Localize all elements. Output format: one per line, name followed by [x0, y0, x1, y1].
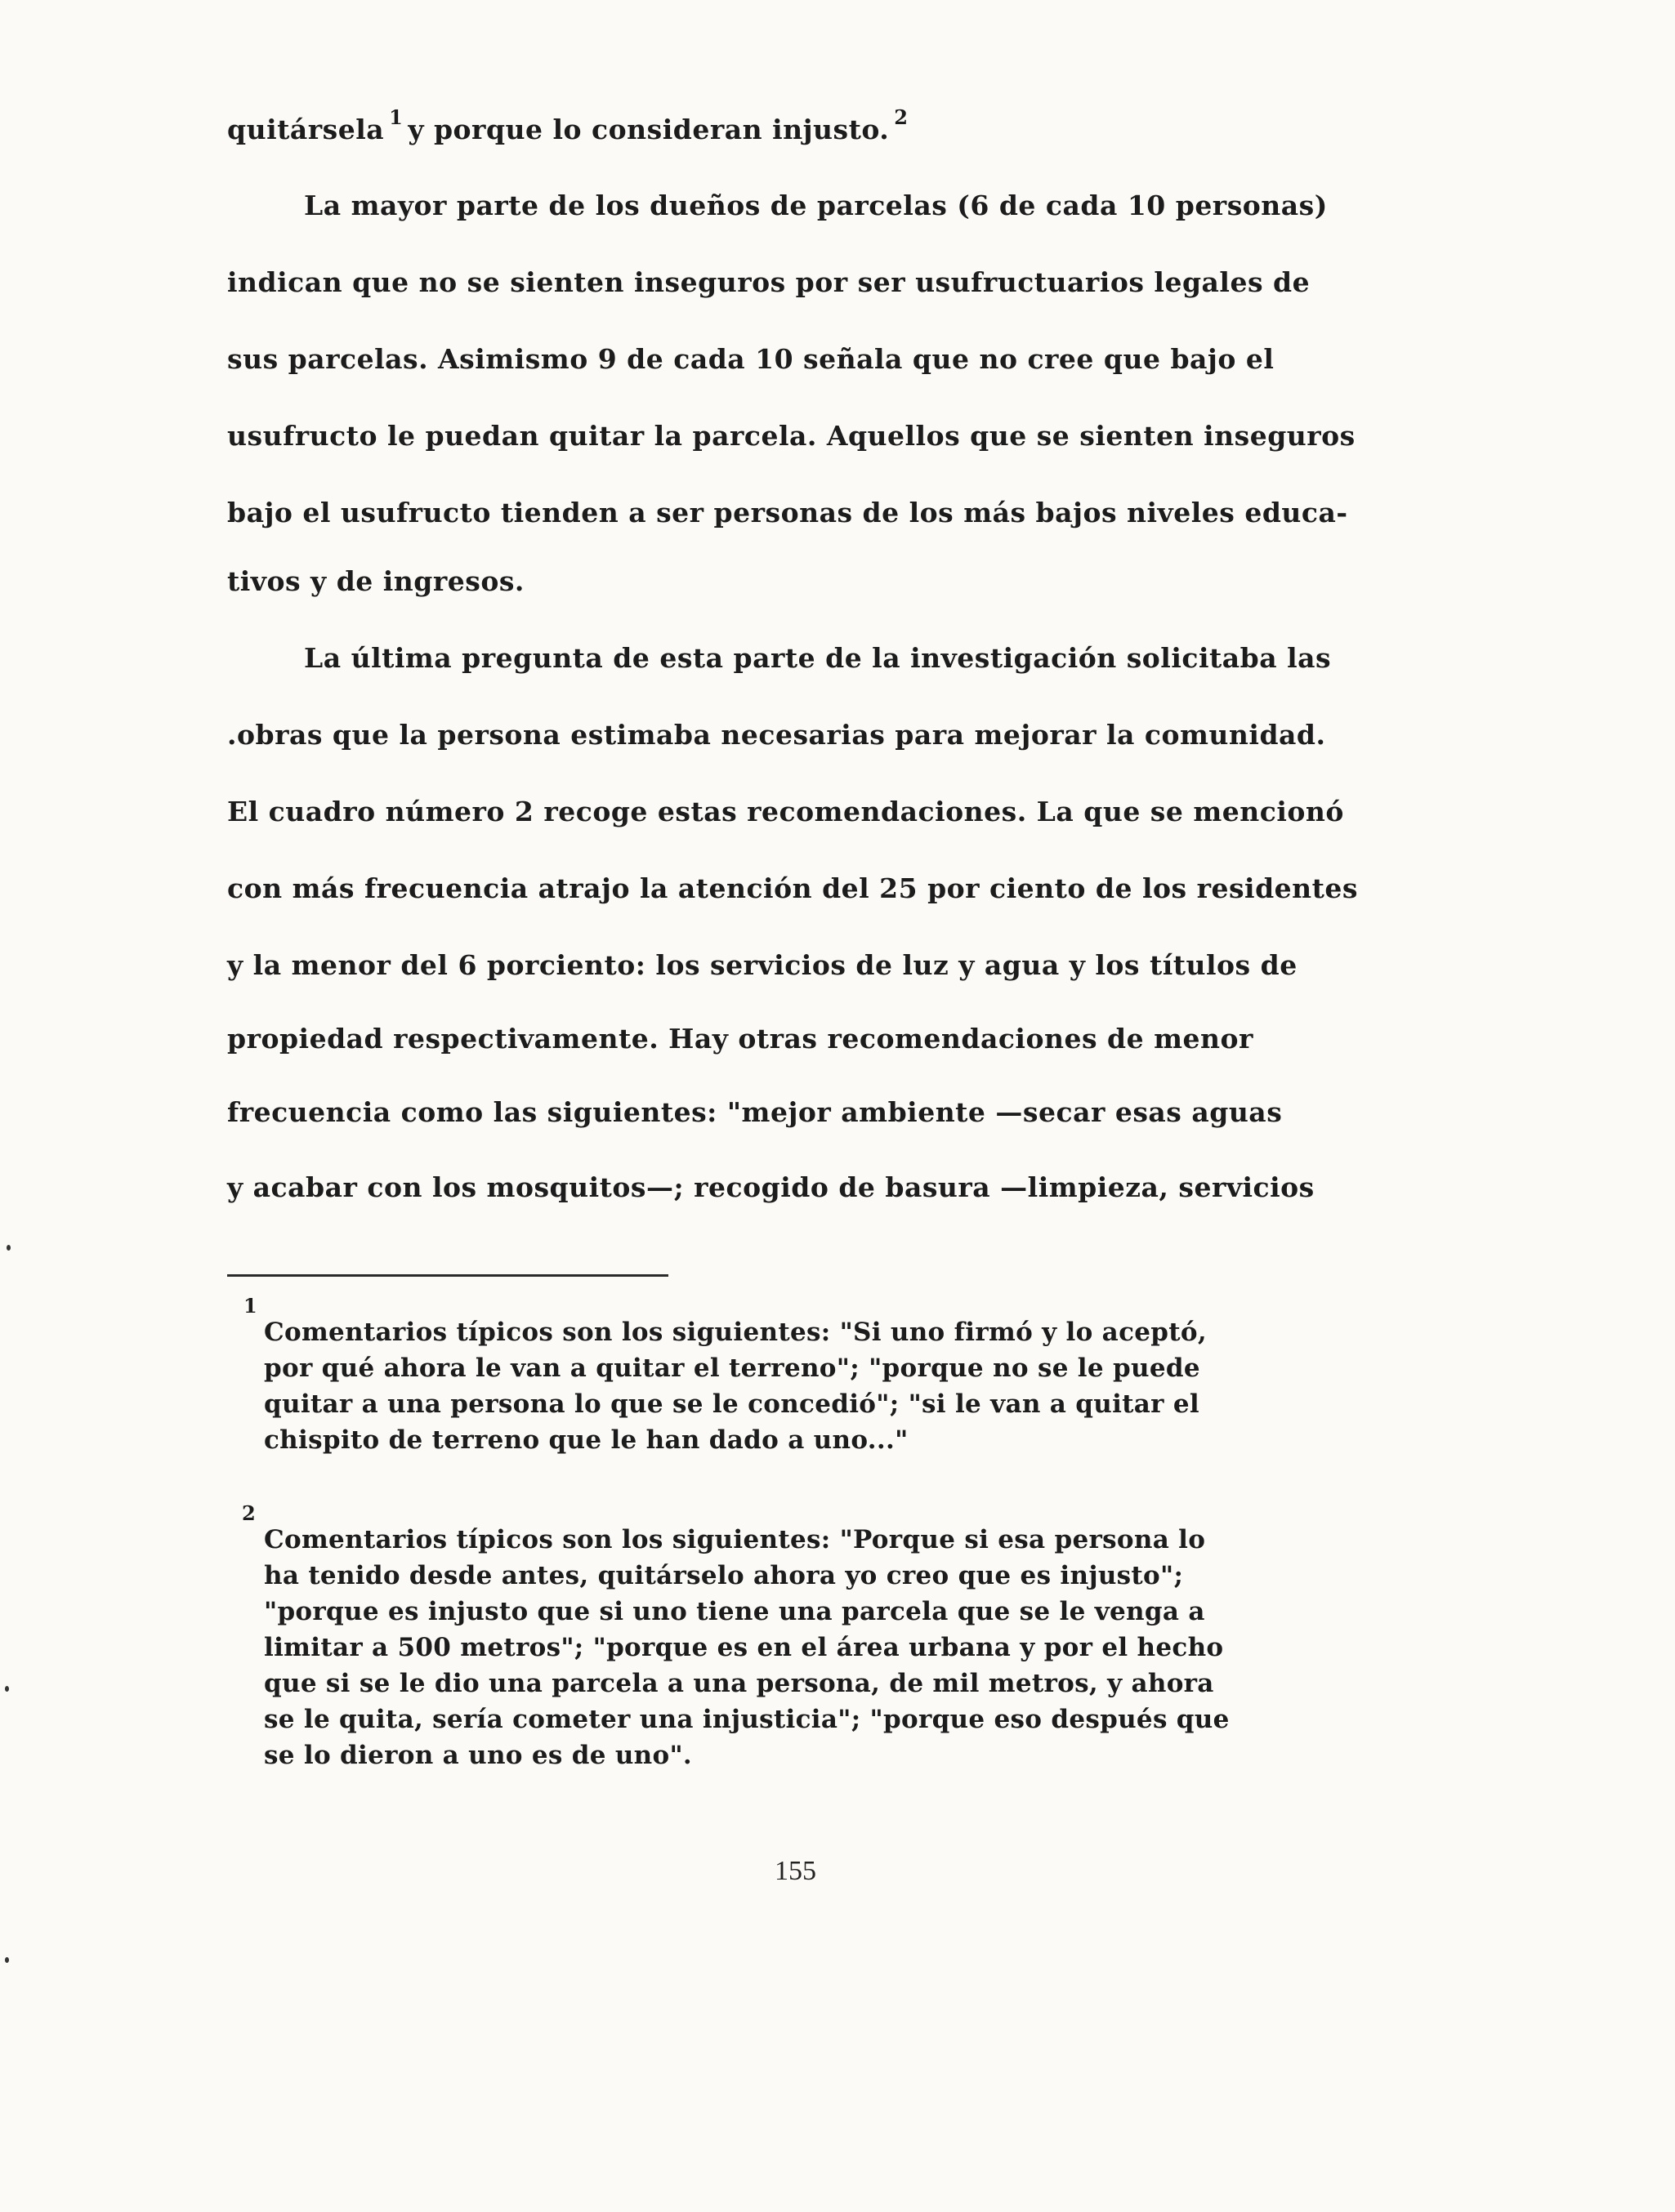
- body-line: La última pregunta de esta parte de la investigación solicitaba las: [304, 642, 1332, 674]
- footnote-2-line: Comentarios típicos son los siguientes: "Porque si esa persona lo: [264, 1525, 1206, 1554]
- body-line: y acabar con los mosquitos—; recogido de basura —limpieza, servicios: [227, 1171, 1315, 1203]
- footnote-2-line: se lo dieron a uno es de uno".: [264, 1741, 693, 1770]
- body-line: tivos y de ingresos.: [227, 565, 525, 597]
- footnote-1-line: chispito de terreno que le han dado a uno...": [264, 1425, 909, 1455]
- body-line: sus parcelas. Asimismo 9 de cada 10 señala que no cree que bajo el: [227, 343, 1275, 375]
- body-line-1: [227, 101, 913, 146]
- body-line-1-end: y porque lo consideran injusto.: [408, 114, 890, 145]
- body-line: .obras que la persona estimaba necesarias para mejorar la comunidad.: [227, 719, 1326, 751]
- footnote-2-line: ha tenido desde antes, quitárselo ahora yo creo que es injusto";: [264, 1561, 1184, 1590]
- body-line: La mayor parte de los dueños de parcelas (6 de cada 10 personas): [304, 190, 1328, 221]
- footnote-2-line: que si se le dio una parcela a una persona, de mil metros, y ahora: [264, 1669, 1214, 1698]
- body-line: indican que no se sienten inseguros por ser usufructuarios legales de: [227, 266, 1311, 298]
- body-line: frecuencia como las siguientes: "mejor ambiente —secar esas aguas: [227, 1096, 1283, 1128]
- body-line: propiedad respectivamente. Hay otras recomendaciones de menor: [227, 1023, 1253, 1055]
- body-line: El cuadro número 2 recoge estas recomendaciones. La que se mencionó: [227, 796, 1344, 827]
- footnote-2-line: se le quita, sería cometer una injusticia"; "porque eso después que: [264, 1705, 1230, 1734]
- footnote-1-line: quitar a una persona lo que se le concedió"; "si le van a quitar el: [264, 1389, 1199, 1419]
- footnote-ref-1: 1: [389, 105, 404, 129]
- page-number: 155: [775, 1856, 816, 1886]
- body-line: usufructo le puedan quitar la parcela. Aquellos que se sienten inseguros: [227, 420, 1356, 452]
- footnote-2-mark: 2: [242, 1501, 256, 1525]
- scan-speck: [5, 1686, 9, 1692]
- footnote-1-line: Comentarios típicos son los siguientes: "Si uno firmó y lo aceptó,: [264, 1318, 1207, 1347]
- body-line: y la menor del 6 porciento: los servicios de luz y agua y los títulos de: [227, 949, 1298, 981]
- body-line: con más frecuencia atrajo la atención del 25 por ciento de los residentes: [227, 872, 1358, 904]
- footnote-separator: [227, 1274, 668, 1277]
- body-line: bajo el usufructo tienden a ser personas de los más bajos niveles educa-: [227, 497, 1348, 528]
- footnote-ref-2: 2: [894, 105, 909, 129]
- footnote-2-line: limitar a 500 metros"; "porque es en el área urbana y por el hecho: [264, 1633, 1224, 1662]
- body-line-1-start: quitársela: [227, 114, 385, 145]
- scan-speck: [7, 1245, 11, 1251]
- scan-speck: [5, 1957, 9, 1963]
- footnote-2-line: "porque es injusto que si uno tiene una parcela que se le venga a: [264, 1597, 1205, 1626]
- footnote-1-line: por qué ahora le van a quitar el terreno"; "porque no se le puede: [264, 1354, 1200, 1383]
- footnote-1-mark: 1: [243, 1294, 257, 1318]
